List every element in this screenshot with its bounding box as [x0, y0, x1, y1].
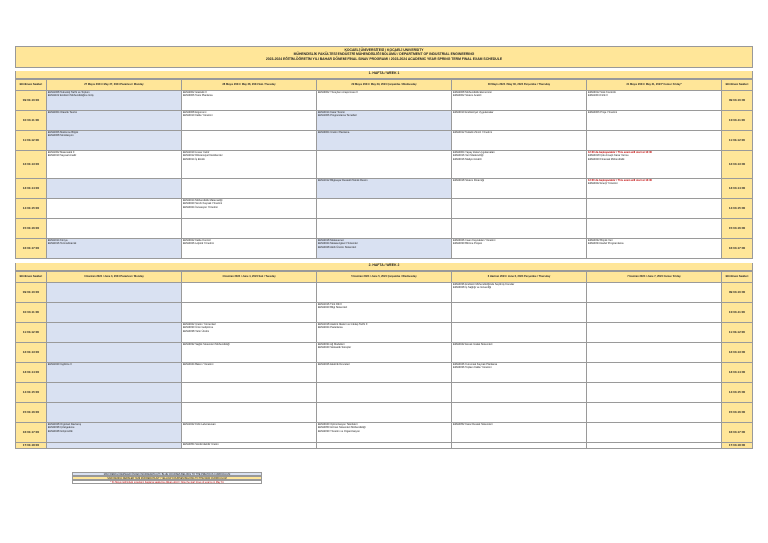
exam-course: EMH3006 Tesis Planlama [182, 94, 213, 98]
exam-course: EMH4034 Hedef Programlama [587, 242, 624, 246]
exam-cell [316, 239, 451, 259]
header-department: MÜHENDİSLİK FAKÜLTESİ ENDÜSTRİ MÜHENDİSLİĞİ BÖLÜMÜ / DEPARTMENT OF INDUSTRIAL ENGINEERING [293, 52, 475, 57]
exam-course: EMH4036 Endüstri Mühendisliğinde Seçilmiş Konular [452, 283, 515, 286]
exam-course: EMH3004 Üretim Planlama [317, 131, 350, 134]
exam-course: EMH4010 Kalite Yönetimi [182, 114, 213, 118]
exam-cell [181, 343, 316, 363]
exam-course: EMH1004 Fizik II [587, 94, 608, 98]
exam-cell [316, 151, 451, 179]
time-slot: 17:00-18:00 [16, 443, 47, 449]
time-row [16, 131, 753, 151]
time-slot: 12:00-13:00 [16, 151, 47, 179]
time-row [16, 111, 753, 131]
exam-course: EMH4044 Bakım Yönetimi [182, 363, 214, 366]
exam-cell [451, 131, 586, 151]
day-header: 29 Mayıs 2024 / May 29, 2024 Çarşamba / Wednesday [316, 80, 451, 91]
exam-cell [46, 383, 181, 403]
time-slot: 14:00-15:00 [16, 383, 47, 403]
exam-cell [46, 403, 181, 423]
exam-cell [586, 363, 721, 383]
time-slot-right: 13:00-14:00 [722, 179, 753, 199]
exam-course: EMH4008 Simülasyon [47, 134, 74, 138]
exam-course: EMH3036 Toplam Kalite Yönetimi [452, 366, 492, 370]
exam-cell [451, 383, 586, 403]
exam-cell [316, 363, 451, 383]
exam-cell [181, 323, 316, 343]
exam-course: EMH4048 Girişimcilik [47, 429, 73, 433]
exam-course: EMH3014 İş Etüdü [182, 157, 205, 161]
exam-cell [316, 179, 451, 199]
exam-course: EMH4038 Yalın Üretim [182, 329, 210, 333]
time-slot: 15:00-16:00 [16, 403, 47, 423]
exam-cell [46, 151, 181, 179]
exam-course: EMH2010 Sayısal Analiz [47, 154, 77, 158]
exam-course: EMH4046 Kurumsal Kaynak Planlama [452, 363, 498, 366]
exam-course: EMH3010 Endüstriyel Uygulamalar [452, 111, 494, 114]
legend-note: * 31 Mayıs tarihindeki sınavların başlama saatlerine dikkat ediniz / Note the start times of exams on May 31 [72, 480, 262, 484]
exam-cell [46, 131, 181, 151]
exam-cell [181, 303, 316, 323]
exam-cell [46, 111, 181, 131]
exam-cell [586, 343, 721, 363]
time-slot-right: 10:00-11:00 [722, 303, 753, 323]
legend-blue: MAVİ RENKLİ DERSLER ÖNCEKİ MÜFREDATA AİT / BLUE COURSES BELONG TO THE PREVIOUS CURRICULUM [72, 472, 262, 476]
time-row [16, 239, 753, 259]
exam-course: EMH2026 Elektrik Devreleri [317, 363, 350, 366]
time-slot: 15:00-16:00 [16, 219, 47, 239]
exam-cell [586, 151, 721, 179]
exam-course: EMH3034 Ağ Modelleri [317, 343, 345, 346]
exam-cell [181, 199, 316, 219]
exam-cell [451, 219, 586, 239]
exam-cell [451, 283, 586, 303]
exam-cell [451, 363, 586, 383]
time-slot-right: 15:00-16:00 [722, 403, 753, 423]
time-slot-right: 12:00-13:00 [722, 343, 753, 363]
time-slot-right: 14:00-15:00 [722, 383, 753, 403]
week2-title: 2. HAFTA / WEEK 2 [15, 263, 753, 271]
exam-course: EMH2018 Mukavemet [317, 239, 344, 242]
exam-course: EMH4054 Sürdürülebilir Üretim [182, 443, 219, 446]
exam-course: EMH3012 Stok Kontrolü [587, 91, 616, 94]
exam-course: EMH3032 Sağlık Sistemleri Mühendisliği [182, 343, 230, 346]
time-row [16, 343, 753, 363]
exam-cell [586, 443, 721, 449]
time-slot: 10:00-11:00 [16, 303, 47, 323]
exam-course: EMH2022 Üretim Yöntemleri [182, 323, 216, 326]
exam-course: EMH4014 Karar Teorisi [317, 111, 345, 114]
exam-course: EMH1002 Matematik II [47, 151, 75, 154]
time-row [16, 303, 753, 323]
exam-course: EMH1022 Fizik Laboratuvarı [182, 423, 216, 426]
exam-cell [181, 283, 316, 303]
exam-course: EMH4028 Akıllı Üretim Sistemleri [317, 245, 357, 249]
exam-cell [316, 443, 451, 449]
exam-course: EMH3018 Sistem Dinamiği [452, 179, 484, 182]
header-university: KOCAELİ ÜNİVERSİTESİ / KOCAELİ UNIVERSITY [344, 48, 424, 52]
time-slot: 09:00-10:00 [16, 91, 47, 111]
exam-cell [46, 303, 181, 323]
exam-course: EMH2028 Örgütsel Davranış [47, 423, 82, 426]
day-header: 30 Mayıs 2024 / May 30, 2024 Perşembe / Thursday [451, 80, 586, 91]
exam-cell [451, 443, 586, 449]
week1-title: 1. HAFTA / WEEK 1 [15, 71, 753, 79]
exam-course: EMH3030 Ürün Geliştirme [182, 326, 214, 330]
exam-cell [316, 131, 451, 151]
exam-cell [181, 151, 316, 179]
week1-table [15, 79, 753, 259]
exam-cell [181, 363, 316, 383]
exam-cell [586, 111, 721, 131]
exam-course: EMH1006 Programlama Temelleri [317, 114, 357, 118]
exam-cell [316, 91, 451, 111]
exam-course: EMH4030 Bitirme Projesi [452, 242, 482, 246]
exam-course: EMH4052 Karar Destek Sistemleri [452, 423, 493, 426]
exam-cell [316, 303, 451, 323]
exam-cell [586, 239, 721, 259]
exam-course: EMH3016 Maliyet Analizi [452, 157, 482, 161]
day-header: 5 Haziran 2024 / June 5, 2024 Çarşamba / Wednesday [316, 272, 451, 283]
exam-cell [586, 199, 721, 219]
schedule-header [15, 46, 753, 68]
exam-cell [46, 363, 181, 383]
exam-course: EMH3008 Ergonomi [182, 111, 207, 114]
exam-cell [586, 403, 721, 423]
time-row [16, 179, 753, 199]
time-slot-right: 12:00-13:00 [722, 151, 753, 179]
exam-cell [586, 423, 721, 443]
exam-cell [46, 239, 181, 259]
exam-course: EMH4042 Esnek İmalat Sistemleri [452, 343, 493, 346]
exam-course: EMH4018 Çok Amaçlı Karar Verme [587, 154, 629, 158]
exam-cell [46, 199, 181, 219]
exam-course: EMH2016 Termodinamik [47, 242, 77, 246]
time-slot: 13:00-14:00 [16, 363, 47, 383]
exam-course: EMH3026 İnsan Kaynakları Yönetimi [452, 239, 496, 242]
exam-cell [46, 323, 181, 343]
exam-course: EMH1012 Bilgisayar Destekli Teknik Resim [317, 179, 368, 182]
exam-cell [451, 323, 586, 343]
exam-cell [316, 403, 451, 423]
exam-cell [586, 91, 721, 111]
exam-course: EMH3020 Sınırlı Kaynak Yönetimi [182, 202, 223, 206]
time-slot-right: 14:00-15:00 [722, 199, 753, 219]
exam-cell [451, 423, 586, 443]
exam-cell [316, 111, 451, 131]
time-slot-right: 11:00-12:00 [722, 131, 753, 151]
exam-course: EMH2012 Diferansiyel Denklemler [182, 154, 223, 158]
time-slot: 13:00-14:00 [16, 179, 47, 199]
exam-course: EMH1102 Endüstri Mühendisliğine Giriş [47, 94, 94, 98]
exam-cell [451, 151, 586, 179]
time-slot-right: 09:00-10:00 [722, 91, 753, 111]
exam-course: EMH3028 İş Sağlığı ve Güvenliği [452, 286, 492, 290]
header-program: 2023-2024 EĞİTİM-ÖĞRETİM YILI BAHAR DÖNEMİ FİNAL SINAV PROGRAMI / 2023-2024 ACADEMIC YEAR SPRING TERM FINAL EXAM SCHEDULE [265, 56, 503, 61]
day-header: 31 Mayıs 2024 / May 31, 2024* Cuma / Friday* [586, 80, 721, 91]
exam-course: EMH4024 İnovasyon Yönetimi [182, 205, 218, 209]
exam-cell [316, 199, 451, 219]
time-slot: 16:00-17:00 [16, 239, 47, 259]
exam-cell [586, 179, 721, 199]
exam-cell [586, 383, 721, 403]
exam-course: EMH4026 Lojistik Yönetimi [182, 242, 214, 246]
exam-course: 12:30 da başlayacaktır / This exam will start at 12:30 [587, 151, 652, 154]
exam-course: EMH3022 Kalite Kontrol [182, 239, 211, 242]
exam-cell [451, 403, 586, 423]
exam-cell [586, 323, 721, 343]
exam-course: 13:30 da başlayacaktır / This exam will start at 13:30 [587, 179, 652, 182]
time-slot-right: 16:00-17:00 [722, 423, 753, 443]
time-row [16, 199, 753, 219]
exam-cell [586, 131, 721, 151]
time-row [16, 383, 753, 403]
exam-cell [586, 283, 721, 303]
week2-table [15, 271, 753, 449]
time-slot-right: 13:00-14:00 [722, 363, 753, 383]
time-slot: 10:00-11:00 [16, 111, 47, 131]
time-slot: 09:00-10:00 [16, 283, 47, 303]
exam-cell [316, 383, 451, 403]
exam-cell [181, 91, 316, 111]
exam-course: EMH4032 Büyük Veri [587, 239, 613, 242]
exam-cell [46, 423, 181, 443]
exam-course: EMH4050 Hizmet Sistemleri Mühendisliği [317, 426, 366, 430]
time-slot-right: 16:00-17:00 [722, 239, 753, 259]
exam-course: EMH1016 Türk Dili II [317, 303, 342, 306]
exam-cell [181, 179, 316, 199]
exam-cell [451, 179, 586, 199]
day-header: 4 Haziran 2024 / June 4, 2024 Salı / Tuesday [181, 272, 316, 283]
exam-course: EMH4002 Sistem Analizi [452, 94, 482, 98]
exam-cell [181, 239, 316, 259]
exam-cell [46, 91, 181, 111]
exam-course: EMH4004 Yapay Zeka Uygulamaları [452, 151, 495, 154]
exam-course: EMH2004 Olasılık Teorisi [47, 111, 77, 114]
time-row [16, 283, 753, 303]
time-slot-right: 11:00-12:00 [722, 323, 753, 343]
time-slot-right: 17:00-18:00 [722, 443, 753, 449]
day-header: 27 Mayıs 2024 / May 27, 2024 Pazartesi / Monday [46, 80, 181, 91]
time-row [16, 91, 753, 111]
exam-course: EMH2024 Pazarlama [317, 326, 343, 330]
exam-cell [451, 111, 586, 131]
exam-course: EMH2006 Malzeme Bilgisi [47, 131, 79, 134]
exam-course: EMH2030 Yönetim ve Organizasyon [317, 429, 360, 433]
day-header: 28 Mayıs 2024 / May 28, 2024 Salı / Tuesday [181, 80, 316, 91]
time-row [16, 443, 753, 449]
exam-course: EMH4040 Stokastik Süreçler [317, 346, 352, 350]
corner-label-right: Bitirilmesi Saatleri [722, 80, 753, 91]
exam-course: EMH2008 Mühendislik Ekonomisi [452, 91, 492, 94]
exam-cell [451, 199, 586, 219]
exam-cell [451, 303, 586, 323]
exam-course: EMH4016 Veri Madenciliği [452, 154, 484, 158]
exam-course: EMH2002 İstatistik II [182, 91, 207, 94]
exam-cell [451, 91, 586, 111]
time-slot: 12:00-13:00 [16, 343, 47, 363]
exam-cell [586, 303, 721, 323]
exam-cell [181, 111, 316, 131]
exam-cell [181, 443, 316, 449]
exam-course: EMH3024 Metasezgisel Yöntemler [317, 242, 358, 246]
exam-course: EMH4020 Finansal Mühendislik [587, 157, 625, 161]
time-row [16, 403, 753, 423]
exam-cell [46, 179, 181, 199]
corner-label: Bitirilmesi Saatleri [16, 272, 47, 283]
exam-course: EMH3038 Çizelgeleme [47, 426, 75, 430]
time-row [16, 323, 753, 343]
time-slot: 11:00-12:00 [16, 323, 47, 343]
exam-cell [316, 283, 451, 303]
exam-cell [46, 283, 181, 303]
day-header: 7 Haziran 2024 / June 7, 2024 Cuma / Friday [586, 272, 721, 283]
time-row [16, 219, 753, 239]
exam-cell [316, 423, 451, 443]
exam-cell [181, 423, 316, 443]
exam-cell [181, 383, 316, 403]
exam-cell [586, 219, 721, 239]
exam-course: EMH3002 Yöneylem Araştırması II [317, 91, 358, 94]
day-header: 6 Haziran 2024 / June 6, 2024 Perşembe / Thursday [451, 272, 586, 283]
exam-course: EMH2014 Mühendislik Matematiği [182, 199, 223, 202]
time-slot: 11:00-12:00 [16, 131, 47, 151]
time-slot-right: 10:00-11:00 [722, 111, 753, 131]
corner-label: Bitirilmesi Saatleri [16, 80, 47, 91]
exam-cell [46, 219, 181, 239]
time-slot-right: 15:00-16:00 [722, 219, 753, 239]
legend-footer [72, 472, 262, 484]
legend-yellow: SARI RENKLİ DERSLER YENİ MÜFREDATA AİT / YELLOW COURSES BELONG TO THE NEW CURRICULUM [72, 476, 262, 480]
exam-schedule-sheet [15, 46, 753, 449]
day-header: 3 Haziran 2024 / June 3, 2024 Pazartesi / Monday [46, 272, 181, 283]
exam-cell [46, 443, 181, 449]
exam-cell [181, 219, 316, 239]
time-slot-right: 09:00-10:00 [722, 283, 753, 303]
time-slot: 14:00-15:00 [16, 199, 47, 219]
exam-course: EMH1014 Kimya [47, 239, 68, 242]
exam-course: EMH1010 Lineer Cebir [182, 151, 210, 154]
exam-cell [181, 131, 316, 151]
time-slot: 16:00-17:00 [16, 423, 47, 443]
exam-cell [316, 323, 451, 343]
time-row [16, 423, 753, 443]
exam-cell [316, 343, 451, 363]
time-row [16, 363, 753, 383]
exam-course: EMH4012 Tedarik Zinciri Yönetimi [452, 131, 492, 134]
corner-label-right: Bitirilmesi Saatleri [722, 272, 753, 283]
exam-cell [451, 343, 586, 363]
exam-course: EMH1020 İngilizce II [47, 363, 72, 366]
exam-cell [46, 343, 181, 363]
exam-course: EMH4006 Proje Yönetimi [587, 111, 618, 114]
exam-cell [316, 219, 451, 239]
exam-cell [181, 403, 316, 423]
exam-course: EMH3040 Optimizasyon Teknikleri [317, 423, 358, 426]
exam-course: EMH2020 Bilgi Sistemleri [317, 306, 348, 310]
exam-course: EMH4022 Enerji Yönetimi [587, 182, 618, 186]
exam-course: EMH1008 Teknoloji Tarihi ve Toplum [47, 91, 90, 94]
exam-cell [451, 239, 586, 259]
exam-course: EMH1018 Atatürk İlkeleri ve İnkılap Tarihi II [317, 323, 368, 326]
time-row [16, 151, 753, 179]
